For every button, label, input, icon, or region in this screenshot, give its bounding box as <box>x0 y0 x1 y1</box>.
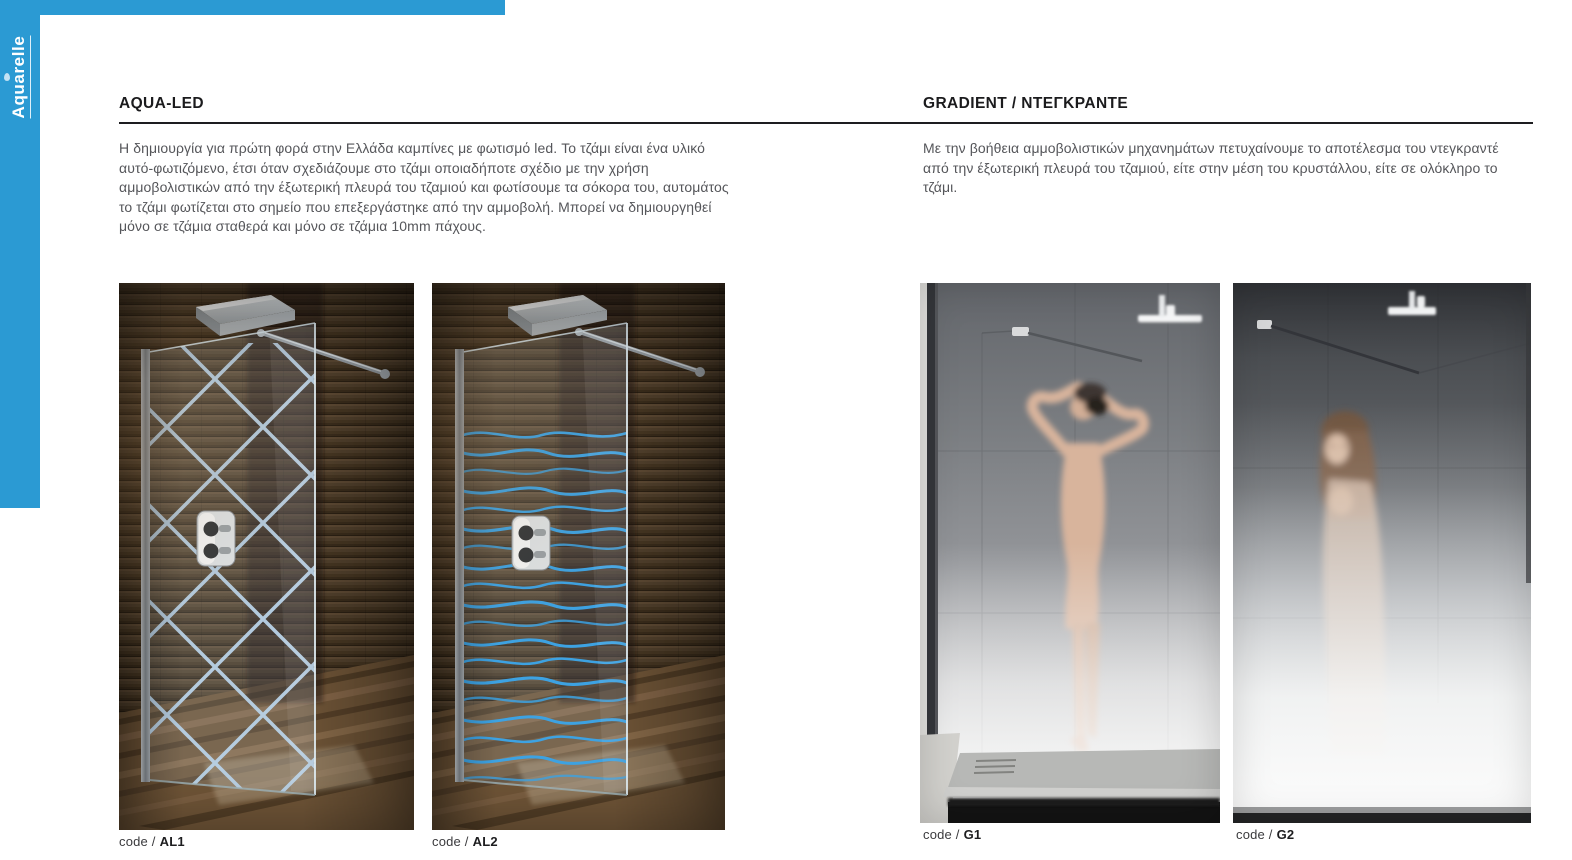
g1-support-bar <box>1012 327 1142 361</box>
al2-led-waves <box>463 433 627 781</box>
heading-divider <box>119 122 1533 124</box>
g2-wall-corner <box>1526 283 1531 583</box>
al1-illustration <box>119 283 414 830</box>
al2-floor <box>432 655 725 830</box>
section-title-aqua-led: AQUA-LED <box>119 95 204 112</box>
caption-g2 <box>1236 827 1294 842</box>
product-photo-g2 <box>1233 283 1531 823</box>
g2-support-bar <box>1257 320 1531 373</box>
g2-illustration <box>1233 283 1531 823</box>
section-title-gradient: GRADIENT / ΝΤΕΓΚΡΑΝΤΕ <box>923 95 1129 112</box>
caption-prefix: code / <box>1236 827 1273 842</box>
g1-shower-head <box>1138 295 1202 325</box>
brand-name: Aquarelle <box>9 36 31 119</box>
top-accent-bar <box>0 0 505 15</box>
al1-floor <box>119 655 414 830</box>
section-body-aqua-led: Η δημιουργία για πρώτη φορά στην Ελλάδα καμπίνες με φωτισμό led. Το τζάμι είναι ένα υλικό αυτό-φωτιζόμενο, έτσι όταν σχεδιάζουμε στο τζάμι οποιαδήποτε σχέδιο με την χρήση αμμοβολιστικών από την έξωτερική πλευρά του τζαμιού και φωτίσουμε τα σόκορα του, αυτομάτος το τζάμι φωτίζεται στο σημείο που επεξεργάστηκε από την αμμοβολή. Μπορεί να δημιουργηθεί μόνο σε τζάμια σταθερά και μόνο σε τζάμια 10mm πάχους. <box>119 140 729 234</box>
brand-logo <box>0 18 40 136</box>
al1-shower-head <box>196 295 295 336</box>
product-code-g1: G1 <box>963 827 982 842</box>
caption-prefix: code / <box>923 827 960 842</box>
g2-shower-head <box>1388 291 1436 315</box>
al2-support-bar <box>575 328 705 377</box>
g2-frost-gradient <box>1233 403 1531 823</box>
al1-glass-panel <box>139 323 329 803</box>
caption-al2 <box>432 834 498 849</box>
al1-wall-shadow <box>247 283 323 703</box>
product-code-al1: AL1 <box>159 834 185 849</box>
product-code-al2: AL2 <box>472 834 498 849</box>
caption-prefix: code / <box>119 834 156 849</box>
al2-shower-head <box>508 295 607 336</box>
al2-wall-shadow <box>559 283 635 703</box>
brand-sidebar <box>0 0 40 508</box>
product-code-g2: G2 <box>1276 827 1295 842</box>
g1-bath-mat <box>948 798 1220 823</box>
product-photo-al1 <box>119 283 414 830</box>
product-photo-g1 <box>920 283 1220 823</box>
al2-valve-plate <box>512 516 550 570</box>
al1-support-bar <box>257 329 390 379</box>
caption-prefix: code / <box>432 834 469 849</box>
caption-al1 <box>119 834 185 849</box>
al2-illustration <box>432 283 725 830</box>
al1-valve-plate <box>197 511 235 566</box>
caption-g1 <box>923 827 981 842</box>
g2-floor-edge <box>1233 807 1531 823</box>
section-body-gradient: Με την βοήθεια αμμοβολιστικών μηχανημάτων πετυχαίνουμε το αποτέλεσμα του ντεγκραντέ από την έξωτερική πλευρά του τζαμιού, είτε στην μέση του κρυστάλλου, είτε σε ολόκληρο το τζάμι. <box>923 140 1499 195</box>
al2-glass-panel <box>455 323 627 795</box>
g1-illustration <box>920 283 1220 823</box>
product-photo-al2 <box>432 283 725 830</box>
